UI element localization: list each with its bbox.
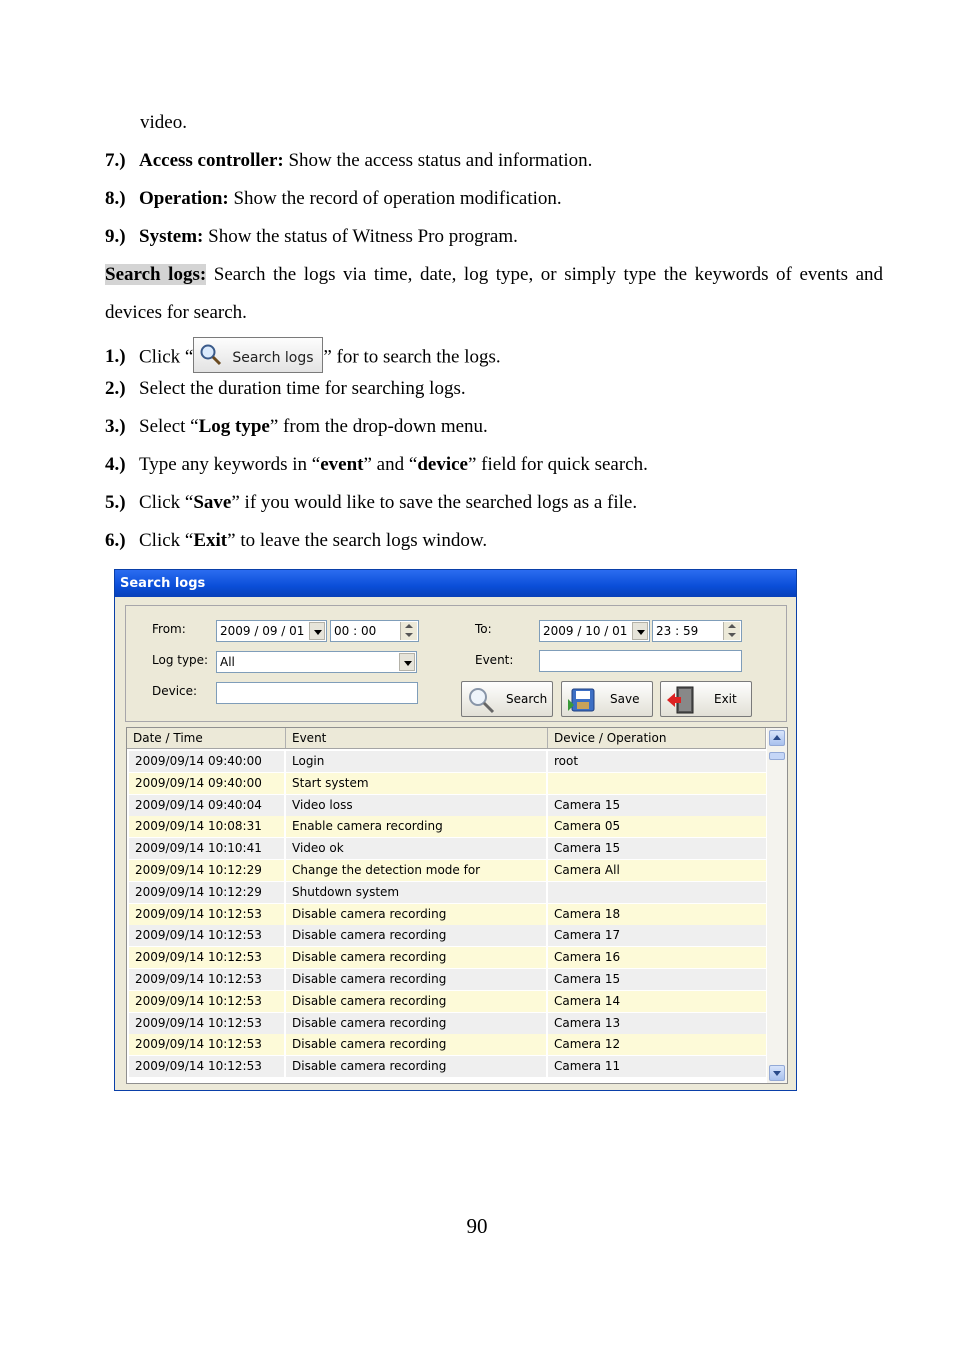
cell-event: Disable camera recording — [286, 991, 548, 1012]
step-5 — [105, 492, 637, 514]
search-logs-heading: Search logs: — [105, 264, 207, 285]
step-number: 3.) — [105, 416, 126, 437]
table-row[interactable] — [129, 795, 766, 816]
table-row[interactable] — [129, 1013, 766, 1034]
list-item-operation — [105, 188, 562, 210]
scrollbar-thumb[interactable] — [769, 752, 785, 760]
step-post: ” if you would like to save the searched logs as a file. — [231, 492, 638, 513]
cell-device: Camera All — [554, 863, 620, 877]
step-post: ” field for quick search. — [467, 454, 648, 475]
cell-event: Disable camera recording — [286, 1056, 548, 1077]
cell-event: Video loss — [286, 795, 548, 816]
table-row[interactable] — [129, 816, 766, 837]
table-row[interactable] — [129, 1034, 766, 1055]
save-button-label: Save — [610, 692, 640, 706]
spinner-arrows-icon[interactable] — [723, 622, 740, 640]
page-number: 90 — [466, 1214, 488, 1238]
cell-device: Camera 15 — [554, 841, 621, 856]
scroll-down-icon[interactable] — [769, 1065, 785, 1081]
step-post: ” to leave the search logs window. — [227, 530, 488, 551]
item-text: Show the access status and information. — [283, 150, 593, 171]
search-button-label: Search — [506, 692, 548, 706]
step-pre: Click “ — [139, 492, 194, 513]
step-1 — [105, 340, 501, 376]
vertical-scrollbar[interactable] — [767, 728, 787, 1083]
to-date-value: 2009 / 10 / 01 — [543, 624, 628, 638]
step-2 — [105, 378, 466, 400]
cell-datetime: 2009/09/14 09:40:04 — [129, 795, 286, 816]
to-time-spinner[interactable] — [652, 620, 742, 642]
save-button[interactable] — [561, 681, 653, 717]
item-term: Operation: — [139, 188, 229, 209]
intro-line: video. — [140, 112, 187, 133]
from-label: From: — [152, 622, 186, 636]
cell-event: Enable camera recording — [286, 816, 548, 837]
chevron-down-icon[interactable] — [399, 653, 415, 671]
cell-datetime: 2009/09/14 10:08:31 — [129, 816, 286, 837]
cell-device — [548, 882, 766, 903]
save-icon — [566, 685, 600, 715]
search-logs-button-image — [193, 337, 323, 373]
log-type-label: Log type: — [152, 653, 209, 667]
search-logs-desc-line2: devices for search. — [105, 302, 247, 323]
cell-device: Camera 13 — [554, 1015, 621, 1030]
cell-datetime: 2009/09/14 10:12:53 — [129, 1056, 286, 1077]
cell-device: Camera 17 — [554, 928, 621, 943]
item-number: 7.) — [105, 150, 126, 171]
cell-device — [548, 773, 766, 794]
table-row[interactable] — [129, 882, 766, 903]
cell-device: Camera 05 — [554, 819, 621, 834]
cell-event: Start system — [286, 773, 548, 794]
exit-door-icon — [665, 685, 699, 715]
cell-event: Disable camera recording — [286, 1034, 548, 1055]
cell-event: Shutdown system — [286, 882, 548, 903]
table-row[interactable] — [129, 904, 766, 925]
cell-device: Camera 16 — [554, 950, 621, 965]
step-pre: Click “ — [139, 530, 194, 551]
table-row[interactable] — [129, 838, 766, 859]
cell-datetime: 2009/09/14 10:12:29 — [129, 882, 286, 903]
step-post: ” for to search the logs. — [323, 346, 501, 368]
chevron-down-icon[interactable] — [309, 622, 325, 640]
cell-device: Camera 15 — [554, 972, 621, 986]
table-row[interactable] — [129, 773, 766, 794]
cell-datetime: 2009/09/14 10:12:53 — [129, 991, 286, 1012]
to-date-select[interactable] — [539, 620, 650, 642]
cell-event: Login — [286, 751, 548, 772]
cell-datetime: 2009/09/14 10:12:53 — [129, 1034, 286, 1055]
exit-button[interactable] — [660, 681, 752, 717]
table-row[interactable] — [129, 991, 766, 1012]
step-pre: Type any keywords in “ — [139, 454, 321, 475]
from-time-value: 00 : 00 — [334, 624, 377, 638]
cell-event: Disable camera recording — [286, 925, 548, 946]
step-post: ” from the drop-down menu. — [269, 416, 488, 437]
cell-datetime: 2009/09/14 10:12:29 — [129, 860, 286, 881]
step-bold: Exit — [193, 530, 228, 551]
list-item-access-controller — [105, 150, 592, 172]
step-number: 2.) — [105, 378, 126, 399]
cell-datetime: 2009/09/14 10:12:53 — [129, 969, 286, 990]
spinner-arrows-icon[interactable] — [400, 622, 417, 640]
cell-datetime: 2009/09/14 10:12:53 — [129, 904, 286, 925]
step-bold: Save — [193, 492, 232, 513]
list-item-system — [105, 226, 518, 248]
item-term: Access controller: — [139, 150, 284, 171]
cell-device: Camera 14 — [554, 993, 621, 1008]
exit-button-label: Exit — [714, 692, 737, 706]
step-text: Select the duration time for searching logs. — [139, 378, 466, 399]
step-pre: Select “ — [139, 416, 199, 437]
to-label: To: — [475, 622, 492, 636]
step-number: 1.) — [105, 346, 126, 368]
search-logs-button-label: Search logs — [232, 350, 314, 366]
step-4 — [105, 454, 648, 476]
table-row[interactable] — [129, 860, 766, 881]
step-number: 6.) — [105, 530, 126, 551]
from-date-select[interactable] — [216, 620, 327, 642]
search-logs-desc: Search the logs via time, date, log type, or simply type the keywords of events and — [213, 264, 883, 285]
cell-device: Camera 11 — [554, 1059, 621, 1074]
cell-datetime: 2009/09/14 09:40:00 — [129, 773, 286, 794]
device-input[interactable] — [216, 682, 418, 704]
table-header — [127, 728, 766, 749]
item-text: Show the record of operation modification. — [228, 188, 562, 209]
item-term: System: — [139, 226, 204, 247]
step-number: 4.) — [105, 454, 126, 475]
step-3 — [105, 416, 488, 438]
cell-event: Disable camera recording — [286, 904, 548, 925]
magnifier-icon — [466, 685, 496, 715]
table-row[interactable] — [129, 1056, 766, 1077]
search-logs-window — [114, 569, 797, 1091]
device-label: Device: — [152, 684, 198, 698]
item-number: 9.) — [105, 226, 126, 247]
cell-device: Camera 12 — [554, 1037, 621, 1052]
step-bold: device — [417, 454, 468, 475]
item-text: Show the status of Witness Pro program. — [203, 226, 518, 247]
event-label: Event: — [475, 653, 514, 667]
table-row[interactable] — [129, 925, 766, 946]
log-type-select[interactable] — [216, 651, 417, 673]
window-title: Search logs — [115, 570, 796, 597]
table-row[interactable] — [129, 751, 766, 772]
from-time-spinner[interactable] — [330, 620, 419, 642]
step-bold: event — [320, 454, 364, 475]
log-type-value: All — [220, 655, 235, 669]
cell-event: Disable camera recording — [286, 969, 548, 990]
step-mid: ” and “ — [363, 454, 418, 475]
cell-datetime: 2009/09/14 10:12:53 — [129, 947, 286, 968]
cell-event: Disable camera recording — [286, 947, 548, 968]
column-header-datetime[interactable]: Date / Time — [127, 728, 286, 748]
column-header-device[interactable]: Device / Operation — [548, 728, 766, 748]
table-row[interactable] — [129, 969, 766, 990]
cell-device: root — [554, 754, 579, 768]
to-time-value: 23 : 59 — [656, 624, 699, 638]
magnifier-icon — [199, 343, 223, 367]
cell-event: Video ok — [286, 838, 548, 859]
cell-device: Camera 15 — [554, 797, 621, 812]
step-pre: Click “ — [139, 346, 194, 368]
cell-datetime: 2009/09/14 10:12:53 — [129, 925, 286, 946]
cell-datetime: 2009/09/14 09:40:00 — [129, 751, 286, 772]
cell-datetime: 2009/09/14 10:10:41 — [129, 838, 286, 859]
column-header-event[interactable]: Event — [286, 728, 548, 748]
scroll-up-icon[interactable] — [769, 730, 785, 746]
cell-device: Camera 18 — [554, 906, 621, 921]
log-table — [126, 727, 788, 1084]
step-number: 5.) — [105, 492, 126, 513]
step-bold: Log type — [198, 416, 270, 437]
search-button[interactable] — [461, 681, 553, 717]
step-6 — [105, 530, 487, 552]
from-date-value: 2009 / 09 / 01 — [220, 624, 305, 638]
table-row[interactable] — [129, 947, 766, 968]
search-logs-paragraph — [105, 264, 883, 286]
chevron-down-icon[interactable] — [632, 622, 648, 640]
cell-event: Disable camera recording — [286, 1013, 548, 1034]
cell-event: Change the detection mode for — [286, 860, 548, 881]
item-number: 8.) — [105, 188, 126, 209]
event-input[interactable] — [539, 650, 742, 672]
cell-datetime: 2009/09/14 10:12:53 — [129, 1013, 286, 1034]
